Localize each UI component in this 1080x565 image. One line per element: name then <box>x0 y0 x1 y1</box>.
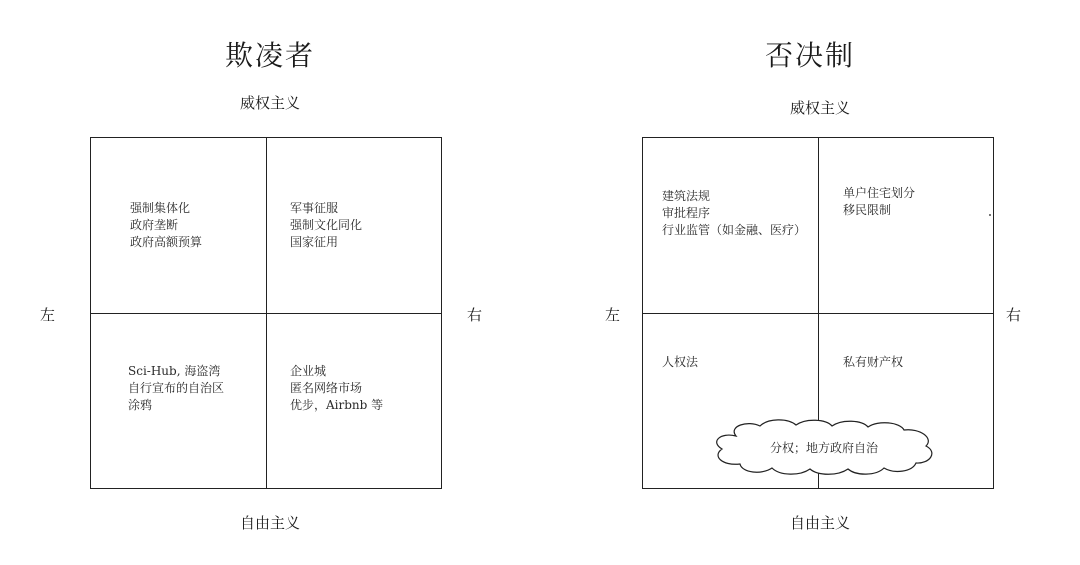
quadrant-item: 匿名网络市场 <box>290 381 363 395</box>
quadrant-item: 自行宣布的自治区 <box>128 381 225 395</box>
quadrant-item: 国家征用 <box>290 235 339 249</box>
quadrant-bottom-left <box>662 354 698 371</box>
axis-label-bottom: 自由主义 <box>789 514 850 532</box>
axis-label-right: 右 <box>1006 306 1022 324</box>
quadrant-item: 涂鸦 <box>128 398 153 412</box>
quadrant-item: 单户住宅划分 <box>843 186 916 200</box>
horizontal-axis-line <box>91 313 441 314</box>
quadrant-item: 行业监管（如金融、医疗） <box>662 223 807 237</box>
quadrant-item: 政府垄断 <box>130 218 179 232</box>
axis-label-left: 左 <box>40 306 56 324</box>
cloud-label: 分权；地方政府自治 <box>769 441 878 455</box>
diagram-title: 否决制 <box>764 39 855 72</box>
quadrant-top-right <box>843 185 915 219</box>
quadrant-bottom-left <box>128 363 224 414</box>
diagram-title: 欺凌者 <box>224 39 315 72</box>
quadrant-bottom-right <box>290 363 383 414</box>
quadrant-item: 私有财产权 <box>843 355 904 369</box>
quadrant-item: 人权法 <box>662 355 699 369</box>
quadrant-item: 优步，Airbnb 等 <box>290 398 384 412</box>
quadrant-top-right <box>290 200 362 251</box>
quadrant-item: 强制集体化 <box>130 201 191 215</box>
quadrant-item: 企业城 <box>290 364 327 378</box>
axis-label-top: 威权主义 <box>239 94 300 112</box>
axis-label-bottom: 自由主义 <box>239 514 300 532</box>
quadrant-item: 移民限制 <box>843 203 892 217</box>
diagram-veto <box>540 0 1080 565</box>
axis-label-right: 右 <box>467 306 483 324</box>
quadrant-bottom-right <box>843 354 903 371</box>
quadrant-item: 政府高额预算 <box>130 235 203 249</box>
quadrant-grid <box>90 137 442 489</box>
quadrant-item: 建筑法规 <box>662 189 711 203</box>
stray-mark <box>989 214 991 216</box>
axis-label-top: 威权主义 <box>789 99 850 117</box>
quadrant-top-left <box>662 188 806 239</box>
decentralization-cloud <box>708 418 940 476</box>
quadrant-item: 强制文化同化 <box>290 218 363 232</box>
quadrant-item: 军事征服 <box>290 201 339 215</box>
quadrant-top-left <box>130 200 202 251</box>
horizontal-axis-line <box>643 313 993 314</box>
axis-label-left: 左 <box>605 306 621 324</box>
quadrant-item: Sci-Hub, 海盗湾 <box>128 364 221 378</box>
quadrant-item: 审批程序 <box>662 206 711 220</box>
